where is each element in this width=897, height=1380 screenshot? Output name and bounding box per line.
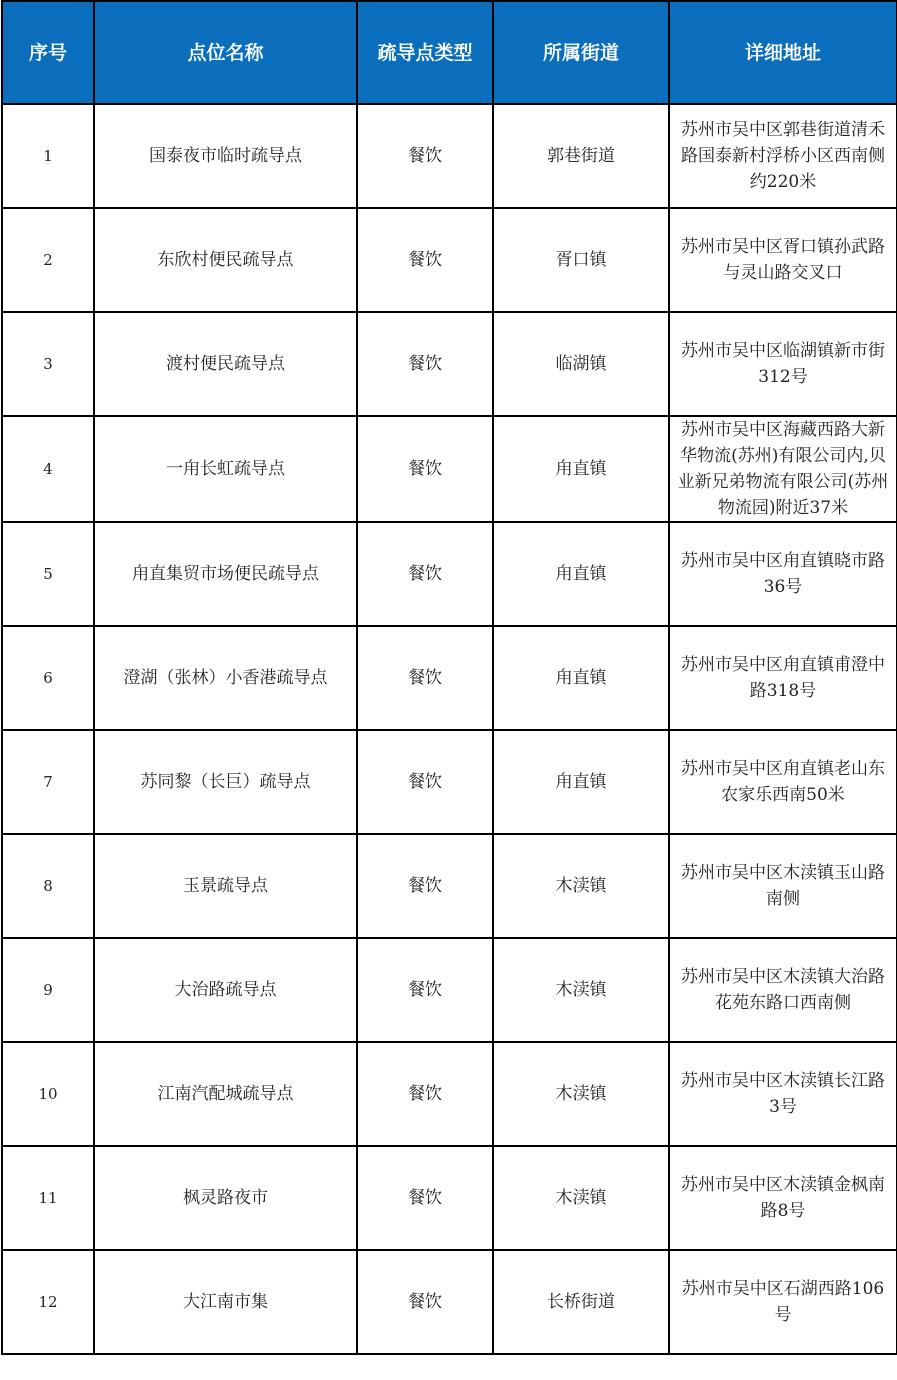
cell-index: 12 <box>2 1250 94 1354</box>
table-row <box>2 1250 897 1354</box>
cell-address: 苏州市吴中区甪直镇老山东农家乐西南50米 <box>669 730 897 834</box>
table-row <box>2 416 897 522</box>
table-row <box>2 522 897 626</box>
table-row <box>2 730 897 834</box>
cell-street: 长桥街道 <box>493 1250 669 1354</box>
cell-address: 苏州市吴中区木渎镇大治路花苑东路口西南侧 <box>669 938 897 1042</box>
cell-address: 苏州市吴中区郭巷街道清禾路国泰新村浮桥小区西南侧约220米 <box>669 104 897 208</box>
cell-street: 临湖镇 <box>493 312 669 416</box>
cell-street: 甪直镇 <box>493 416 669 522</box>
table-row <box>2 312 897 416</box>
cell-index: 5 <box>2 522 94 626</box>
cell-index: 7 <box>2 730 94 834</box>
cell-address: 苏州市吴中区木渎镇金枫南路8号 <box>669 1146 897 1250</box>
cell-index: 2 <box>2 208 94 312</box>
table-row <box>2 1146 897 1250</box>
cell-point-type: 餐饮 <box>357 522 493 626</box>
table-row <box>2 104 897 208</box>
cell-address: 苏州市吴中区胥口镇孙武路与灵山路交叉口 <box>669 208 897 312</box>
cell-point-name: 苏同黎（长巨）疏导点 <box>94 730 357 834</box>
cell-point-type: 餐饮 <box>357 104 493 208</box>
cell-point-type: 餐饮 <box>357 416 493 522</box>
header-street: 所属街道 <box>493 1 669 104</box>
cell-address: 苏州市吴中区木渎镇长江路3号 <box>669 1042 897 1146</box>
cell-street: 木渎镇 <box>493 1042 669 1146</box>
cell-address: 苏州市吴中区海藏西路大新华物流(苏州)有限公司内,贝业新兄弟物流有限公司(苏州物流园)附近37米 <box>669 416 897 522</box>
table-row <box>2 1042 897 1146</box>
cell-index: 10 <box>2 1042 94 1146</box>
cell-index: 1 <box>2 104 94 208</box>
cell-index: 4 <box>2 416 94 522</box>
cell-point-name: 国泰夜市临时疏导点 <box>94 104 357 208</box>
header-point-name: 点位名称 <box>94 1 357 104</box>
cell-point-type: 餐饮 <box>357 312 493 416</box>
cell-index: 11 <box>2 1146 94 1250</box>
table-header-row <box>2 1 897 104</box>
cell-address: 苏州市吴中区木渎镇玉山路南侧 <box>669 834 897 938</box>
cell-point-name: 澄湖（张林）小香港疏导点 <box>94 626 357 730</box>
header-point-type: 疏导点类型 <box>357 1 493 104</box>
table-row <box>2 208 897 312</box>
table-row <box>2 834 897 938</box>
cell-point-type: 餐饮 <box>357 1146 493 1250</box>
cell-address: 苏州市吴中区甪直镇甫澄中路318号 <box>669 626 897 730</box>
cell-point-name: 东欣村便民疏导点 <box>94 208 357 312</box>
cell-street: 甪直镇 <box>493 626 669 730</box>
cell-point-type: 餐饮 <box>357 1250 493 1354</box>
cell-point-type: 餐饮 <box>357 208 493 312</box>
cell-point-name: 大江南市集 <box>94 1250 357 1354</box>
cell-point-type: 餐饮 <box>357 626 493 730</box>
cell-street: 胥口镇 <box>493 208 669 312</box>
table-row <box>2 626 897 730</box>
guidance-points-table <box>1 0 897 1355</box>
cell-point-type: 餐饮 <box>357 938 493 1042</box>
cell-point-name: 一甪长虹疏导点 <box>94 416 357 522</box>
cell-point-name: 江南汽配城疏导点 <box>94 1042 357 1146</box>
cell-index: 8 <box>2 834 94 938</box>
cell-point-name: 玉景疏导点 <box>94 834 357 938</box>
cell-street: 甪直镇 <box>493 730 669 834</box>
cell-street: 郭巷街道 <box>493 104 669 208</box>
table-row <box>2 938 897 1042</box>
cell-point-name: 甪直集贸市场便民疏导点 <box>94 522 357 626</box>
cell-address: 苏州市吴中区临湖镇新市街312号 <box>669 312 897 416</box>
cell-street: 木渎镇 <box>493 1146 669 1250</box>
cell-point-name: 枫灵路夜市 <box>94 1146 357 1250</box>
cell-index: 6 <box>2 626 94 730</box>
cell-address: 苏州市吴中区石湖西路106号 <box>669 1250 897 1354</box>
header-address: 详细地址 <box>669 1 897 104</box>
cell-index: 9 <box>2 938 94 1042</box>
cell-point-type: 餐饮 <box>357 1042 493 1146</box>
cell-point-type: 餐饮 <box>357 834 493 938</box>
cell-point-type: 餐饮 <box>357 730 493 834</box>
header-index: 序号 <box>2 1 94 104</box>
cell-point-name: 渡村便民疏导点 <box>94 312 357 416</box>
cell-street: 木渎镇 <box>493 834 669 938</box>
cell-street: 甪直镇 <box>493 522 669 626</box>
cell-point-name: 大治路疏导点 <box>94 938 357 1042</box>
cell-address: 苏州市吴中区甪直镇晓市路36号 <box>669 522 897 626</box>
cell-street: 木渎镇 <box>493 938 669 1042</box>
cell-index: 3 <box>2 312 94 416</box>
